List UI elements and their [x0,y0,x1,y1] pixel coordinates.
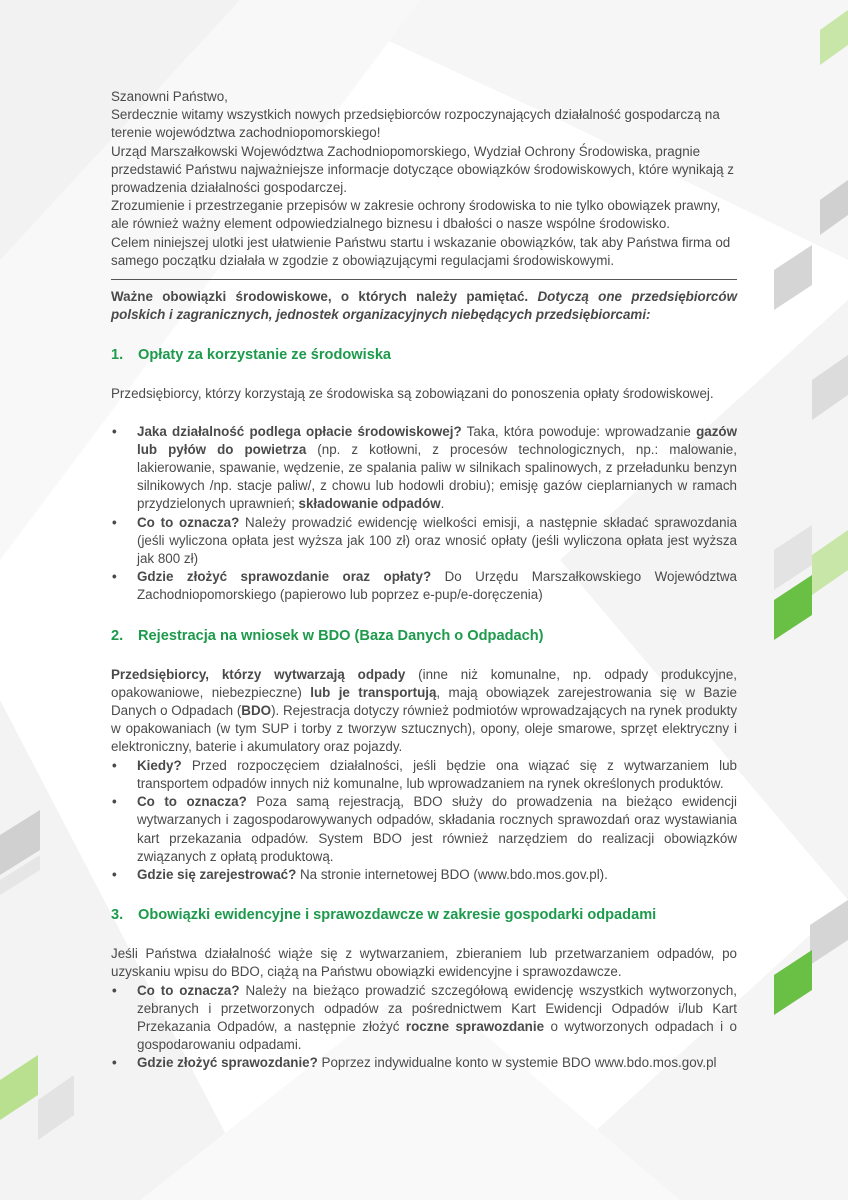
important-italic: Dotyczą one przedsiębiorców polskich i zagranicznych, jednostek organizacyjnych niebędących przedsiębiorcami: [111,289,737,323]
section-number: 1. [111,347,124,364]
list-item: • Co to oznacza? Należy na bieżąco prowadzić szczegółową ewidencję wszystkich wytworzonych, zebranych i przetworzonych odpadów za pośrednictwem Kart Ewidencji Odpadów i/lub Kart Przekazania Odpadów, a następnie złożyć roczne sprawozdanie o wytworzonych odpadach i o gospodarowaniu odpadami. [111,982,737,1055]
section-2-intro: Przedsiębiorcy, którzy wytwarzają odpady (inne niż komunalne, np. odpady produkcyjne, opakowaniowe, niebezpieczne) lub je transportują, mają obowiązek zarejestrowania się w Bazie Danych o Odpadach (BDO). Rejestracja dotyczy również podmiotów wprowadzających na rynek produkty w opakowaniach (w tym SUP i torby z tworzyw sztucznych), opony, oleje smarowe, sprzęt elektryczny i elektroniczny, baterie i akumulatory oraz pojazdy. [111,666,738,755]
intro-paragraph-2: Urząd Marszałkowski Województwa Zachodniopomorskiego, Wydział Ochrony Środowiska, pragnie przedstawić Państwu najważniejsze informacje dotyczące obowiązków środowiskowych, które wynikają z prowadzenia działalności gospodarczej. [111,143,734,196]
intro-paragraph-3: Zrozumienie i przestrzeganie przepisów w zakresie ochrony środowiska to nie tylko obowiązek prawny, ale również ważny element odpowiedzialnego biznesu i dbałości o nasze wspólne środowisko. [111,198,721,232]
list-item: • Co to oznacza? Poza samą rejestracją, BDO służy do prowadzenia na bieżąco ewidencji wytwarzanych i zagospodarowywanych odpadów, składania rocznych sprawozdań oraz wystawiania kart przekazania odpadów. System BDO jest również narzędziem do realizacji obowiązków związanych z opłatą produktową. [111,793,737,866]
section-title: Opłaty za korzystanie ze środowiska [138,347,392,364]
greeting: Szanowni Państwo, [111,89,228,104]
leaflet-content [111,88,737,1073]
section-1-intro: Przedsiębiorcy, którzy korzystają ze środowiska są zobowiązani do ponoszenia opłaty środowiskowej. [111,386,714,402]
section-title: Obowiązki ewidencyjne i sprawozdawcze w zakresie gospodarki odpadami [138,907,657,924]
list-item: • Co to oznacza? Należy prowadzić ewidencję wielkości emisji, a następnie składać sprawozdania (jeśli wyliczona opłata jest wyższa jak 100 zł) oraz wnosić opłaty (jeśli wyliczona opłata jest wyższa jak 800 zł) [111,514,737,569]
list-item: • Gdzie się zarejestrować? Na stronie internetowej BDO (www.bdo.mos.gov.pl). [111,866,737,884]
section-1-heading [111,346,737,364]
list-item: • Kiedy? Przed rozpoczęciem działalności, jeśli będzie ona wiązać się z wytwarzaniem lub transportem odpadów innych niż komunalne, lub wprowadzaniem na rynek określonych produktów. [111,757,737,793]
section-number: 3. [111,907,124,924]
section-title: Rejestracja na wniosek w BDO (Baza Danych o Odpadach) [138,627,544,644]
section-1-list [111,423,737,605]
intro-paragraph-1: Serdecznie witamy wszystkich nowych przedsiębiorców rozpoczynających działalność gospodarczą na terenie województwa zachodniopomorskiego! [111,107,720,141]
section-3-list [111,982,737,1073]
section-number: 2. [111,627,124,644]
section-3-heading [111,906,737,924]
important-lead: Ważne obowiązki środowiskowe, o których należy pamiętać. [111,289,529,305]
list-item: • Gdzie złożyć sprawozdanie oraz opłaty? Do Urzędu Marszałkowskiego Województwa Zachodniopomorskiego (papierowo lub poprzez e-pup/e-doręczenia) [111,568,737,604]
section-2-heading [111,627,737,645]
list-item: • Jaka działalność podlega opłacie środowiskowej? Taka, która powoduje: wprowadzanie gazów lub pyłów do powietrza (np. z kotłowni, z procesów technologicznych, np.: malowanie, lakierowanie, spawanie, wędzenie, ze spalania paliw w silnikach spalinowych, z przeładunku benzyn silnikowych /np. stacje paliw/, z chowu lub hodowli drobiu); emisję gazów cieplarnianych w ramach przydzielonych uprawnień; składowanie odpadów. [111,423,737,514]
intro-section [111,88,737,270]
section-2-list [111,757,737,884]
section-3-intro: Jeśli Państwa działalność wiąże się z wytwarzaniem, zbieraniem lub przetwarzaniem odpadów, po uzyskaniu wpisu do BDO, ciążą na Państwu obowiązki ewidencyjne i sprawozdawcze. [111,946,737,980]
list-item: • Gdzie złożyć sprawozdanie? Poprzez indywidualne konto w systemie BDO www.bdo.mos.gov.pl [111,1054,737,1072]
intro-paragraph-4: Celem niniejszej ulotki jest ułatwienie Państwu startu i wskazanie obowiązków, tak aby Państwa firma od samego początku działała w zgodzie z obowiązującymi regulacjami środowiskowymi. [111,234,731,268]
divider-line [111,279,737,280]
important-obligations-heading [111,288,737,324]
